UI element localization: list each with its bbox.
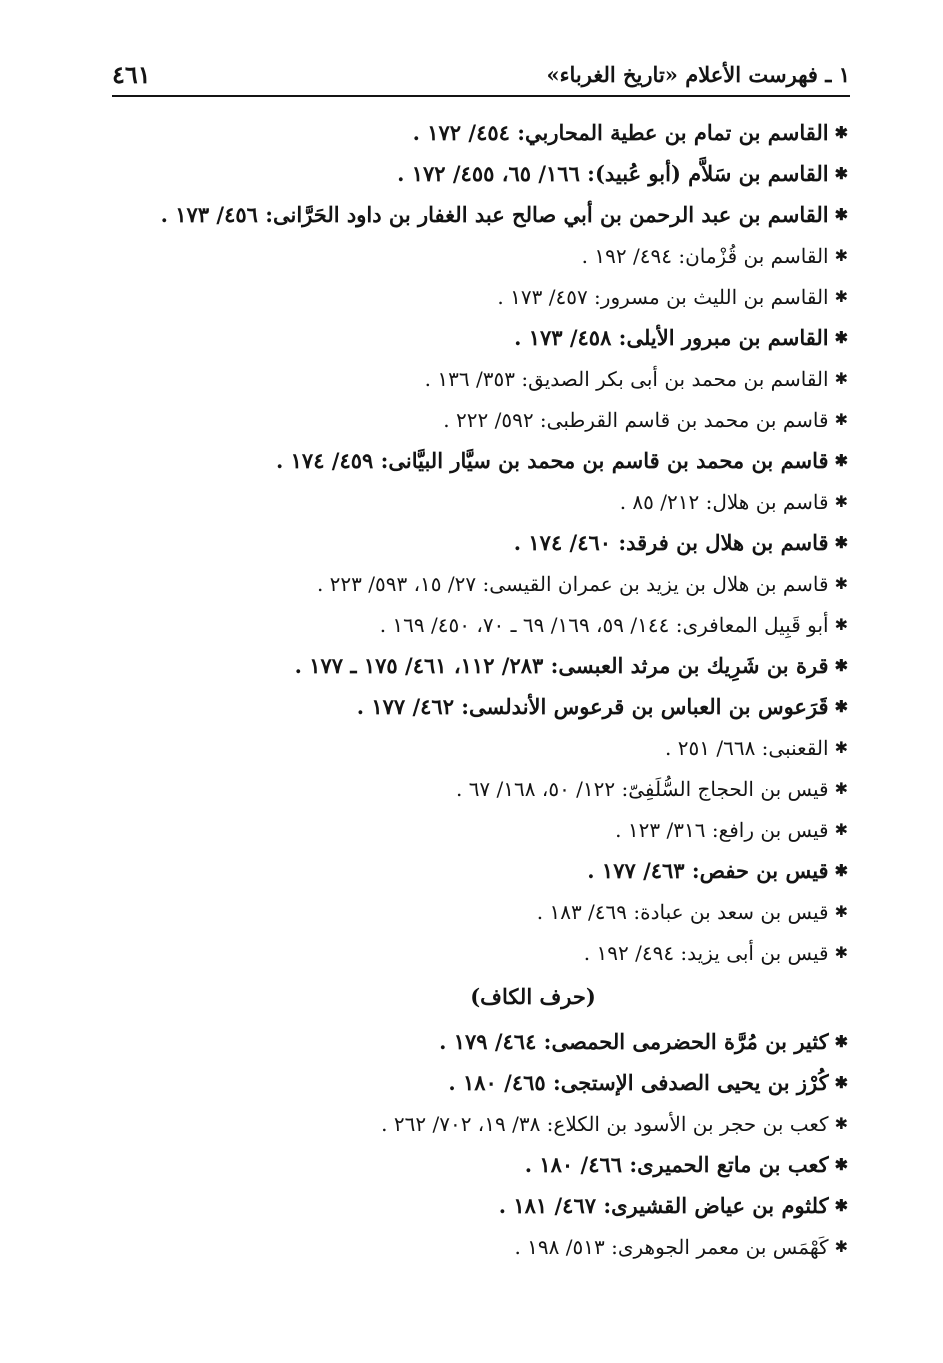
index-entry-text: القاسم بن الليث بن مسرور: ٤٥٧/ ١٧٣ . (497, 285, 829, 309)
index-entry-text: قيس بن الحجاج السُّلَفِىّ: ١٢٢/ ٥٠، ١٦٨/ ٦٧ . (455, 777, 829, 801)
index-entry (108, 276, 848, 317)
index-entry-text: كثير بن مُرَّة الحضرمى الحمصى: ٤٦٤/ ١٧٩ . (439, 1029, 829, 1054)
index-entry-text: القاسم بن تمام بن عطية المحاربي: ٤٥٤/ ١٧٢ . (412, 120, 829, 145)
index-entry-text: كلثوم بن عياض القشيرى: ٤٦٧/ ١٨١ . (498, 1193, 829, 1218)
asterisk-bullet-icon: ✱ (834, 1237, 848, 1256)
index-entry (108, 1144, 848, 1185)
index-entry-text: قاسم بن هلال بن فرقد: ٤٦٠/ ١٧٤ . (513, 530, 829, 555)
asterisk-bullet-icon: ✱ (834, 574, 848, 593)
index-entry-text: قيس بن أبى يزيد: ٤٩٤/ ١٩٢ . (583, 941, 829, 965)
running-title: ١ ـ فهرست الأعلام «تاريخ الغرباء» (546, 62, 850, 87)
asterisk-bullet-icon: ✱ (834, 205, 848, 224)
index-entry (108, 1021, 848, 1062)
index-entry-text: قيس بن حفص: ٤٦٣/ ١٧٧ . (587, 858, 829, 883)
index-entry (108, 1062, 848, 1103)
section-heading: (حرف الكاف) (470, 984, 596, 1009)
index-entry (108, 686, 848, 727)
index-entry-text: القاسم بن محمد بن أبى بكر الصديق: ٣٥٣/ ١٣٦ . (424, 367, 829, 391)
index-entry (108, 358, 848, 399)
index-entry (108, 112, 848, 153)
index-entry-text: قَرَعوس بن العباس بن قرعوس الأندلسى: ٤٦٢/ ١٧٧ . (356, 694, 829, 719)
index-entry-text: القاسم بن عبد الرحمن بن أبي صالح عبد الغفار بن داود الحَرَّانى: ٤٥٦/ ١٧٣ . (160, 202, 829, 227)
index-entry-text: قيس بن رافع: ٣١٦/ ١٢٣ . (615, 818, 829, 842)
asterisk-bullet-icon: ✱ (834, 533, 848, 552)
index-entry-text: قاسم بن هلال: ٢١٢/ ٨٥ . (619, 490, 829, 514)
asterisk-bullet-icon: ✱ (834, 287, 848, 306)
asterisk-bullet-icon: ✱ (834, 369, 848, 388)
index-entry-text: قاسم بن هلال بن يزيد بن عمران القيسى: ٢٧/ ١٥، ٥٩٣/ ٢٢٣ . (316, 572, 829, 596)
index-entry-text: كُرْز بن يحيى الصدفى الإستجى: ٤٦٥/ ١٨٠ . (448, 1070, 829, 1095)
index-entry (108, 850, 848, 891)
index-entry-text: القاسم بن قُزْمان: ٤٩٤/ ١٩٢ . (581, 244, 829, 268)
asterisk-bullet-icon: ✱ (834, 492, 848, 511)
asterisk-bullet-icon: ✱ (834, 779, 848, 798)
header-rule (112, 95, 850, 97)
index-entry (108, 194, 848, 235)
index-entry (108, 440, 848, 481)
asterisk-bullet-icon: ✱ (834, 943, 848, 962)
index-entry (108, 932, 848, 973)
asterisk-bullet-icon: ✱ (834, 902, 848, 921)
index-entry (108, 317, 848, 358)
index-entry (108, 891, 848, 932)
asterisk-bullet-icon: ✱ (834, 410, 848, 429)
index-entry (108, 1185, 848, 1226)
index-entry (108, 1103, 848, 1144)
index-entry-text: كعب بن حجر بن الأسود بن الكلاع: ٣٨/ ١٩، ٧٠٢/ ٢٦٢ . (381, 1112, 829, 1136)
index-entry-text: القعنبى: ٦٦٨/ ٢٥١ . (665, 736, 829, 760)
index-entry (108, 235, 848, 276)
asterisk-bullet-icon: ✱ (834, 1073, 848, 1092)
asterisk-bullet-icon: ✱ (834, 1114, 848, 1133)
asterisk-bullet-icon: ✱ (834, 246, 848, 265)
asterisk-bullet-icon: ✱ (834, 328, 848, 347)
index-entry-text: أبو قَبِيل المعافرى: ١٤٤/ ٥٩، ١٦٩/ ٦٩ ـ ٧٠، ٤٥٠/ ١٦٩ . (379, 613, 829, 637)
index-entry (108, 645, 848, 686)
index-entry-text: القاسم بن سَلاَّم (أبو عُبيد): ١٦٦/ ٦٥، ٤٥٥/ ١٧٢ . (397, 161, 829, 186)
asterisk-bullet-icon: ✱ (834, 451, 848, 470)
index-entry-text: كَهْمَس بن معمر الجوهرى: ٥١٣/ ١٩٨ . (514, 1235, 829, 1259)
asterisk-bullet-icon: ✱ (834, 656, 848, 675)
index-entry-text: قاسم بن محمد بن قاسم بن محمد بن سيَّار البيَّانى: ٤٥٩/ ١٧٤ . (276, 448, 829, 473)
index-entry (108, 604, 848, 645)
asterisk-bullet-icon: ✱ (834, 164, 848, 183)
index-entry-text: قرة بن شَرِيك بن مرثد العبسى: ٢٨٣/ ١١٢، ٤٦١/ ١٧٥ ـ ١٧٧ . (294, 653, 829, 678)
index-entry (108, 809, 848, 850)
asterisk-bullet-icon: ✱ (834, 615, 848, 634)
index-entry-text: القاسم بن مبرور الأيلى: ٤٥٨/ ١٧٣ . (514, 325, 829, 350)
index-entry (108, 727, 848, 768)
asterisk-bullet-icon: ✱ (834, 820, 848, 839)
asterisk-bullet-icon: ✱ (834, 1032, 848, 1051)
index-entry (108, 563, 848, 604)
page-header (112, 56, 850, 96)
index-entry (108, 1226, 848, 1267)
index-entries (108, 112, 848, 1267)
asterisk-bullet-icon: ✱ (834, 738, 848, 757)
index-entry (108, 768, 848, 809)
index-entry (108, 522, 848, 563)
index-entry-text: قاسم بن محمد بن قاسم القرطبى: ٥٩٢/ ٢٢٢ . (443, 408, 829, 432)
asterisk-bullet-icon: ✱ (834, 1155, 848, 1174)
asterisk-bullet-icon: ✱ (834, 123, 848, 142)
index-entry-text: كعب بن ماتع الحميرى: ٤٦٦/ ١٨٠ . (524, 1152, 829, 1177)
index-entry (108, 481, 848, 522)
index-entry (108, 153, 848, 194)
asterisk-bullet-icon: ✱ (834, 861, 848, 880)
index-entry (108, 399, 848, 440)
asterisk-bullet-icon: ✱ (834, 697, 848, 716)
asterisk-bullet-icon: ✱ (834, 1196, 848, 1215)
page-number: ٤٦١ (112, 60, 151, 89)
index-entry-text: قيس بن سعد بن عبادة: ٤٦٩/ ١٨٣ . (536, 900, 829, 924)
